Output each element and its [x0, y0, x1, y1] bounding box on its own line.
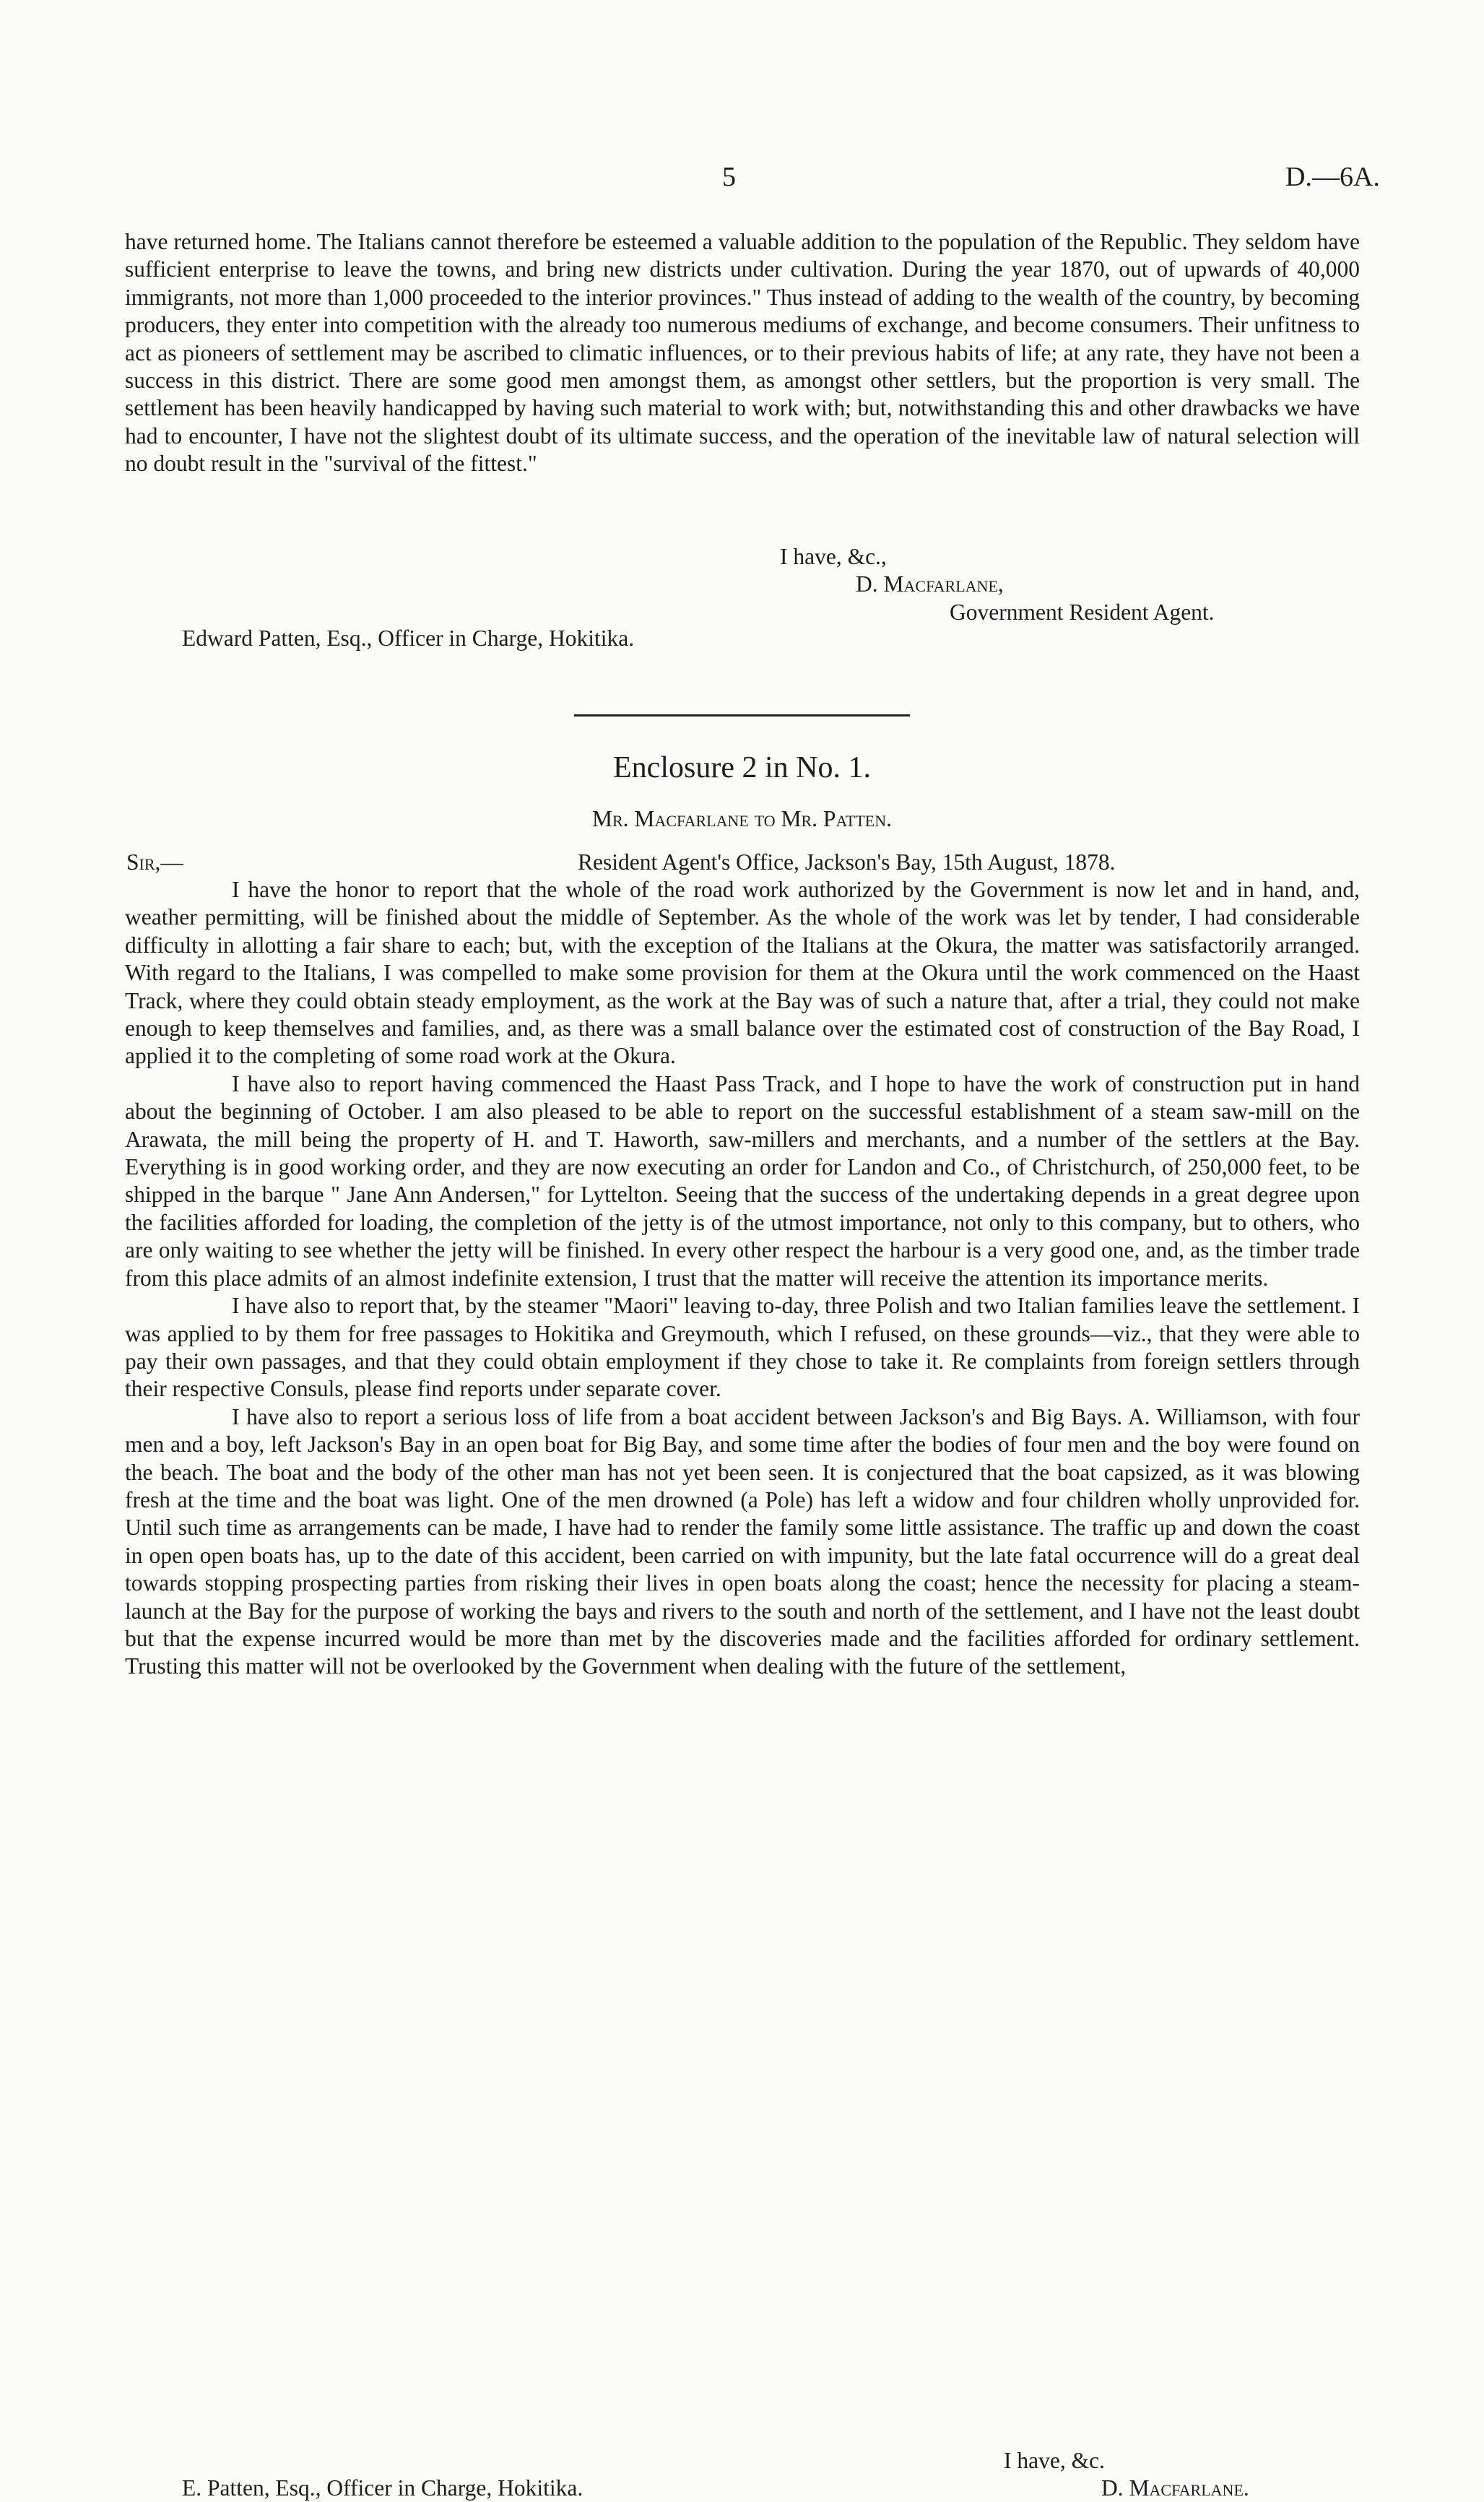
- enclosure-from-to: Mr. Macfarlane to Mr. Patten.: [592, 806, 892, 831]
- letter1-addressee: Edward Patten, Esq., Officer in Charge, Hokitika.: [182, 626, 635, 651]
- letter1-body: [125, 228, 1360, 478]
- letter2-paragraph: I have also to report a serious loss of life from a boat accident between Jackson's and Big Bays. A. Williamson, with four men and a boy, left Jackson's Bay in an open boat for Big Bay, and some time after the bodies of four men and the boy were found on the beach. The boat and the body of the other man has not yet been seen. It is conjectured that the boat capsized, as it was blowing fresh at the time and the boat was light. One of the men drowned (a Pole) has left a widow and four children wholly unprovided for. Until such time as arrangements can be made, I have had to render the family some little assistance. The traffic up and down the coast in open open boats has, up to the date of this accident, been carried on with impunity, but the late fatal occurrence will do a great deal towards stopping prospecting parties from risking their lives in open boats along the coast; hence the necessity for placing a steam-launch at the Bay for the purpose of working the bays and rivers to the south and north of the settlement, and I have not the least doubt but that the expense incurred would be more than met by the discoveries made and the facilities afforded for ordinary settlement. Trusting this matter will not be overlooked by the Government when dealing with the future of the settlement,: [125, 1403, 1360, 1679]
- letter1-signature: D. Macfarlane,: [856, 571, 1004, 597]
- enclosure-heading: Enclosure 2 in No. 1.: [613, 751, 871, 784]
- letter2-addressee: E. Patten, Esq., Officer in Charge, Hokitika.: [182, 2475, 583, 2501]
- letter2-paragraph: I have also to report having commenced the Haast Pass Track, and I hope to have the work of construction put in hand about the beginning of October. I am also pleased to be able to report on the successful establishment of a steam saw-mill on the Arawata, the mill being the property of H. and T. Haworth, saw-millers and merchants, and a number of the settlers at the Bay. Everything is in good working order, and they are now executing an order for Landon and Co., of Christchurch, of 250,000 feet, to be shipped in the barque " Jane Ann Andersen," for Lyttelton. Seeing that the success of the undertaking depends in a great degree upon the facilities afforded for loading, the completion of the jetty is of the utmost importance, not only to this company, but to others, who are only waiting to see whether the jetty will be finished. In every other respect the harbour is a very good one, and, as the timber trade from this place admits of an almost indefinite extension, I trust that the matter will receive the attention its importance merits.: [125, 1070, 1360, 1291]
- letter2-closing: I have, &c.: [1004, 2448, 1105, 2473]
- section-divider: [574, 714, 910, 717]
- salutation: Sir,—: [126, 849, 183, 875]
- letter2-paragraph: I have the honor to report that the whole of the road work authorized by the Government is now let and in hand, and, weather permitting, will be finished about the middle of September. As the whole of the work was let by tender, I had considerable difficulty in allotting a fair share to each; but, with the exception of the Italians at the Okura, the matter was satisfactorily arranged. With regard to the Italians, I was compelled to make some provision for them at the Okura until the work commenced on the Haast Track, where they could obtain steady employment, as the work at the Bay was of such a nature that, after a trial, they could not make enough to keep themselves and families, and, as there was a small balance over the estimated cost of construction of the Bay Road, I applied it to the completing of some road work at the Okura.: [125, 877, 1360, 1069]
- letter2-body: [125, 876, 1360, 1681]
- dateline: Resident Agent's Office, Jackson's Bay, 15th August, 1878.: [578, 849, 1116, 875]
- letter1-closing: I have, &c.,: [780, 544, 887, 569]
- letter2-paragraph: I have also to report that, by the steamer "Maori" leaving to-day, three Polish and two Italian families leave the settlement. I was applied to by them for free passages to Hokitika and Greymouth, which I refused, on these grounds—viz., that they were able to pay their own passages, and that they could obtain employment if they chose to take it. Re complaints from foreign settlers through their respective Consuls, please find reports under separate cover.: [125, 1293, 1360, 1402]
- letter1-paragraph: have returned home. The Italians cannot therefore be esteemed a valuable addition to the population of the Republic. They seldom have sufficient enterprise to leave the towns, and bring new districts under cultivation. During the year 1870, out of upwards of 40,000 immigrants, not more than 1,000 proceeded to the interior provinces." Thus instead of adding to the wealth of the country, by becoming producers, they enter into competition with the already too numerous mediums of exchange, and become consumers. Their unfitness to act as pioneers of settlement may be ascribed to climatic influences, or to their previous habits of life; at any rate, they have not been a success in this district. There are some good men amongst them, as amongst other settlers, but the proportion is very small. The settlement has been heavily handicapped by having such material to work with; but, notwithstanding this and other drawbacks we have had to encounter, I have not the slightest doubt of its ultimate success, and the operation of the inevitable law of natural selection will no doubt result in the "survival of the fittest.": [125, 229, 1360, 477]
- letter2-signature: D. Macfarlane.: [1101, 2475, 1249, 2501]
- page-number: 5: [722, 162, 736, 192]
- letter1-signature-title: Government Resident Agent.: [950, 599, 1215, 625]
- document-reference: D.—6A.: [1285, 162, 1380, 192]
